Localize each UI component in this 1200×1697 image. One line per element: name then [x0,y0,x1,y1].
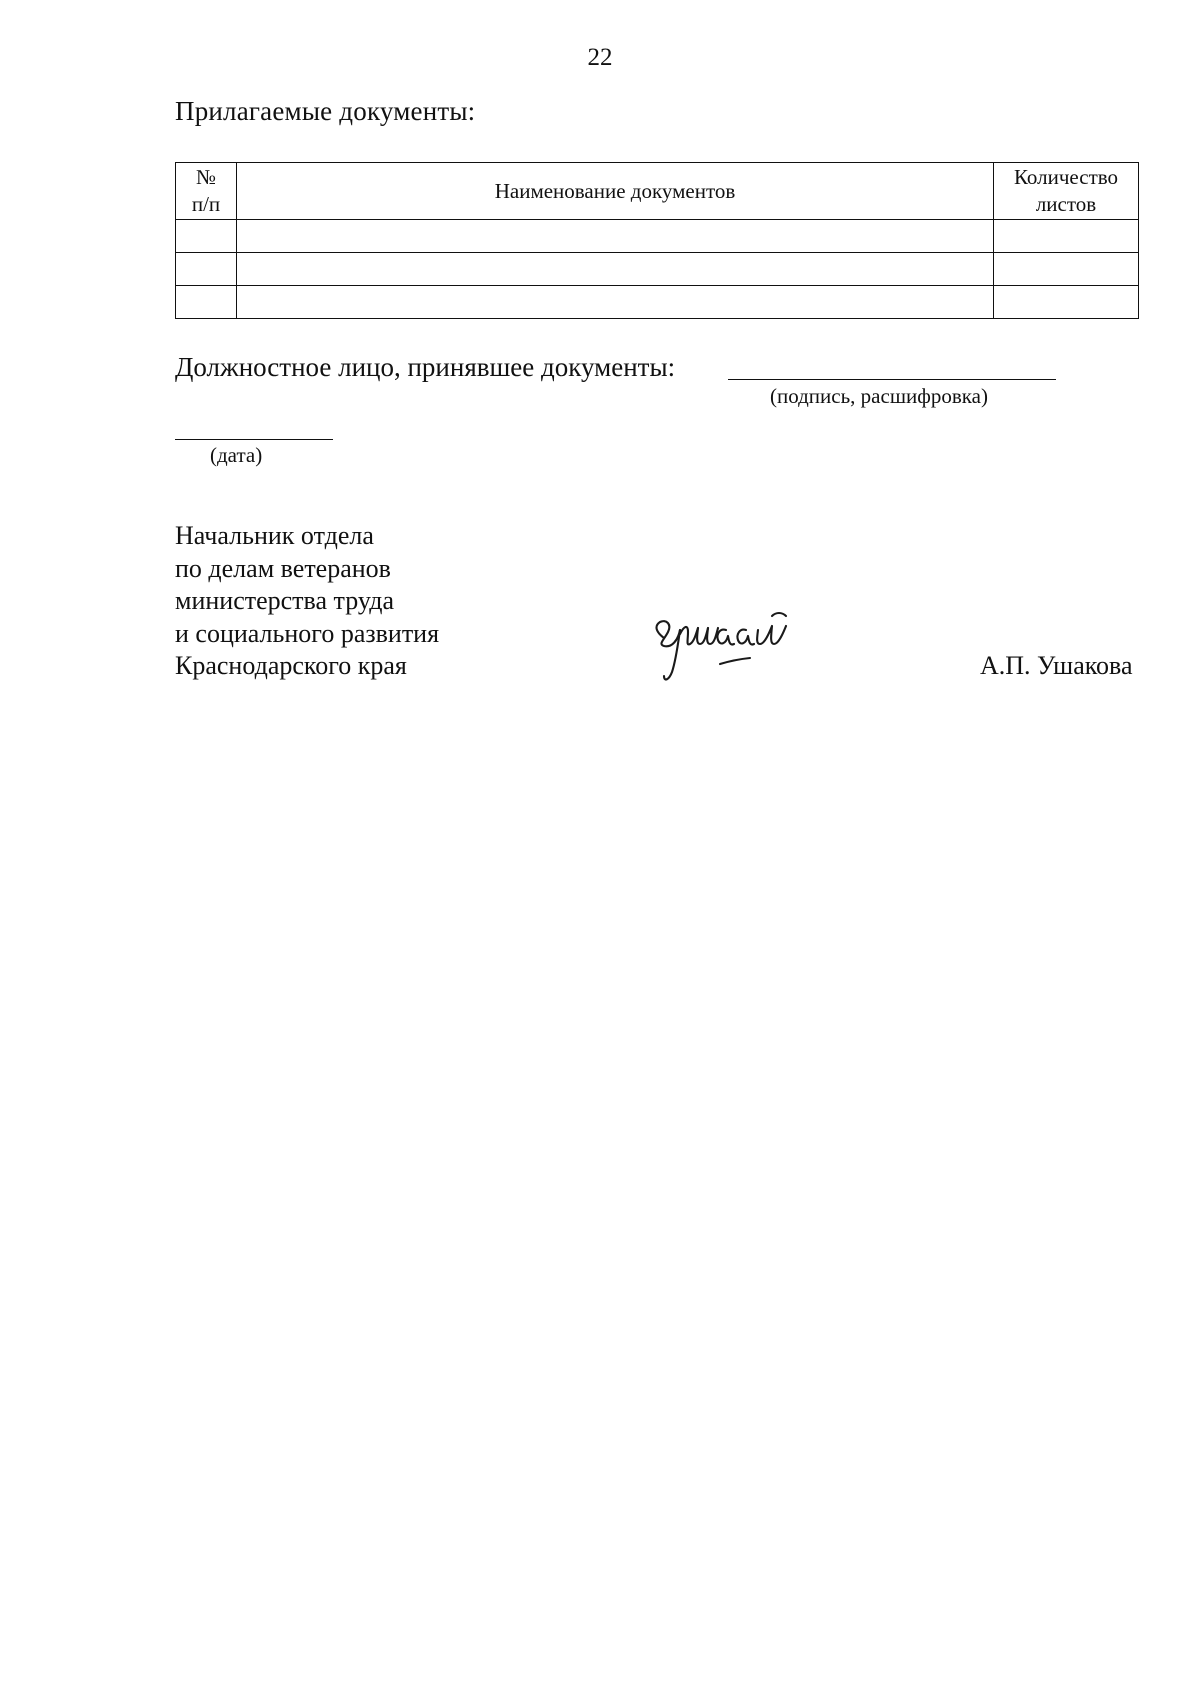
column-header-sheets-line1: Количество [1013,165,1119,189]
signer-position-line: по делам ветеранов [175,553,391,583]
date-caption: (дата) [210,443,263,467]
signer-position [175,520,439,683]
table-cell-number [176,220,237,253]
signature-caption: (подпись, расшифровка) [770,384,988,408]
signer-position-line: Начальник отдела [175,521,374,550]
column-header-sheets-line2: листов [1035,192,1097,216]
table-row [176,253,1139,286]
table-header-row [176,163,1139,220]
table-cell-document-name [237,286,994,319]
column-header-sheet-count [994,163,1139,220]
table-cell-sheet-count [994,286,1139,319]
handwritten-signature [650,600,810,690]
signer-name: А.П. Ушакова [980,651,1133,680]
signer-position-line: Краснодарского края [175,651,407,680]
column-header-number-line2: п/п [191,192,221,216]
attached-documents-title: Прилагаемые документы: [175,96,476,126]
table-cell-sheet-count [994,220,1139,253]
column-header-number [176,163,237,220]
attached-documents-table [175,162,1139,319]
signer-position-line: министерства труда [175,586,394,615]
column-header-number-line1: № [195,165,217,189]
table-cell-document-name [237,220,994,253]
table-row [176,286,1139,319]
table-cell-number [176,286,237,319]
table-cell-sheet-count [994,253,1139,286]
column-header-document-name: Наименование документов [237,163,994,220]
signature-line [728,379,1056,380]
signer-position-line: и социального развития [175,618,440,648]
page-number: 22 [587,44,613,71]
receiving-official-label: Должностное лицо, принявшее документы: [175,352,676,382]
table-row [176,220,1139,253]
date-line [175,439,333,440]
table-cell-document-name [237,253,994,286]
table-cell-number [176,253,237,286]
